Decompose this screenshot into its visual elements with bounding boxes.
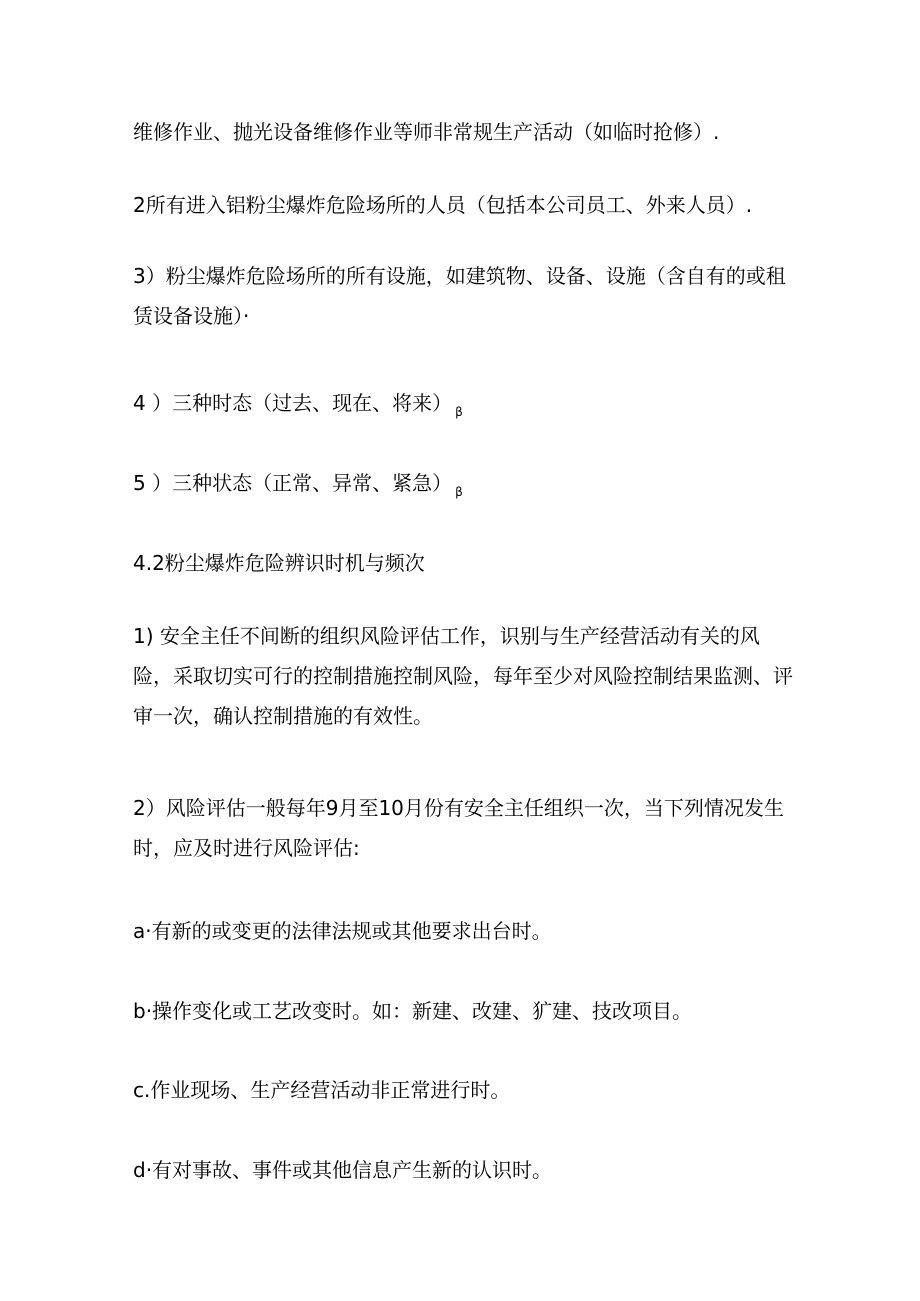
paragraph-2 (133, 185, 798, 225)
paragraph-3 (133, 256, 798, 336)
list-item-a (133, 911, 798, 951)
paragraph-8-text: 2）风险评估一般每年9月至10月份有安全主任组织一次，当下列情况发生时，应及时进行风险评估: (133, 796, 784, 860)
paragraph-4-suffix: β (455, 405, 463, 419)
section-heading (133, 543, 798, 583)
paragraph-7 (133, 616, 798, 736)
list-item-d (133, 1150, 798, 1190)
list-item-b (133, 991, 798, 1031)
paragraph-5 (133, 463, 798, 512)
paragraph-5-suffix: β (455, 485, 463, 499)
paragraph-4 (133, 383, 798, 432)
paragraph-8 (133, 788, 798, 868)
list-item-a-text: a·有新的或变更的法律法规或其他要求出台时。 (133, 919, 552, 943)
list-item-b-text: b·操作变化或工艺改变时。如：新建、改建、犷建、技改项目。 (133, 999, 693, 1023)
paragraph-2-text: 2所有进入铝粉尘爆炸危险场所的人员（包括本公司员工、外来人员）. (133, 193, 753, 217)
list-item-c-text: c.作业现场、生产经营活动非正常进行时。 (133, 1078, 511, 1102)
paragraph-7-text: 1) 安全主任不间断的组织风险评估工作，识别与生产经营活动有关的风险，采取切实可行的控制措施控制风险，每年至少对风险控制结果监测、评审一次，确认控制措施的有效性。 (133, 624, 793, 728)
paragraph-1 (133, 112, 798, 152)
section-heading-text: 4.2粉尘爆炸危险辨识时机与频次 (133, 551, 425, 575)
paragraph-1-text: 维修作业、抛光设备维修作业等师非常规生产活动（如临时抢修）. (133, 120, 720, 144)
paragraph-5-text: 5 ）三种状态（正常、异常、紧急） (133, 471, 453, 495)
paragraph-3-text: 3）粉尘爆炸危险场所的所有设施，如建筑物、设备、设施（含自有的或租赁设备设施）· (133, 264, 786, 328)
list-item-c (133, 1070, 798, 1110)
list-item-d-text: d·有对事故、事件或其他信息产生新的认识时。 (133, 1158, 553, 1182)
paragraph-4-text: 4 ）三种时态（过去、现在、将来） (133, 391, 453, 415)
